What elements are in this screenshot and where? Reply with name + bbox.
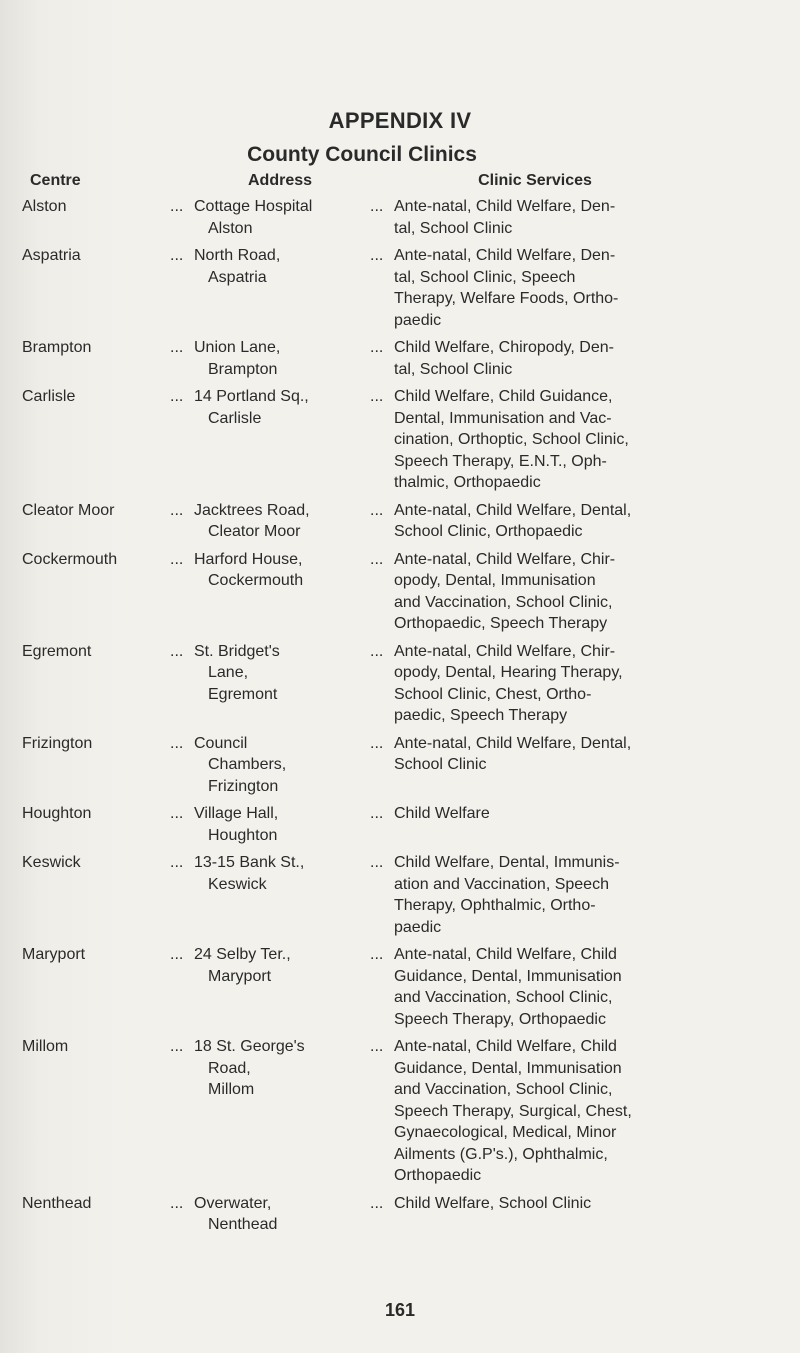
clinic-row — [0, 803, 800, 852]
dot-leader: ... — [170, 1194, 184, 1212]
clinic-services — [394, 245, 714, 331]
clinic-services — [394, 944, 714, 1030]
column-header-address: Address — [247, 172, 313, 189]
services-line: tal, School Clinic — [394, 360, 513, 378]
services-line: Ante-natal, Child Welfare, Dental, — [394, 501, 632, 519]
address-line: Harford House, — [194, 550, 303, 568]
address-line: Council — [194, 734, 248, 752]
clinic-services — [394, 1193, 714, 1215]
dot-leader: ... — [370, 198, 384, 215]
address-line: 14 Portland Sq., — [194, 388, 309, 405]
address-line: Jacktrees Road, — [194, 501, 310, 519]
appendix-heading: APPENDIX IV — [328, 108, 472, 133]
clinic-services — [394, 500, 714, 543]
dot-leader: ... — [170, 339, 184, 356]
address-line: Chambers, — [208, 756, 287, 773]
services-line: Orthopaedic — [394, 1167, 482, 1184]
services-line: and Vaccination, School Clinic, — [394, 593, 613, 611]
address-line: St. Bridget's — [194, 642, 280, 660]
centre-name: Houghton — [22, 805, 92, 822]
clinic-services — [394, 549, 714, 635]
dot-leader: ... — [170, 1038, 184, 1055]
dot-leader: ... — [370, 550, 384, 568]
services-line: Ante-natal, Child Welfare, Den- — [394, 247, 616, 264]
services-line: paedic — [394, 311, 442, 329]
clinic-row — [0, 641, 800, 733]
clinic-address — [194, 803, 364, 846]
services-line: Child Welfare — [394, 805, 490, 822]
clinic-table — [0, 196, 800, 1242]
address-line: Nenthead — [208, 1216, 278, 1233]
services-line: Gynaecological, Medical, Minor — [394, 1124, 617, 1141]
centre-name: Frizington — [22, 734, 93, 752]
dot-leader: ... — [370, 339, 384, 356]
services-line: Guidance, Dental, Immunisation — [394, 967, 622, 985]
centre-name: Cleator Moor — [22, 501, 115, 519]
clinic-row — [0, 549, 800, 641]
dot-leader: ... — [370, 642, 384, 660]
clinic-row — [0, 1193, 800, 1242]
clinic-row — [0, 733, 800, 804]
services-line: Orthopaedic, Speech Therapy — [394, 615, 608, 632]
services-line: Guidance, Dental, Immunisation — [394, 1059, 622, 1077]
clinic-address — [194, 196, 364, 239]
clinic-address — [194, 386, 364, 429]
clinic-address — [194, 549, 364, 592]
services-line: paedic, Speech Therapy — [394, 707, 568, 724]
services-line: Speech Therapy, Orthopaedic — [394, 1010, 606, 1028]
table-title: County Council Clinics — [247, 143, 477, 166]
address-line: Millom — [208, 1081, 255, 1098]
address-line: Road, — [208, 1059, 251, 1077]
services-line: Therapy, Welfare Foods, Ortho- — [394, 290, 619, 307]
address-line: Houghton — [208, 826, 278, 844]
services-line: opody, Dental, Immunisation — [394, 572, 596, 589]
services-line: Ante-natal, Child Welfare, Den- — [394, 198, 616, 215]
clinic-address — [194, 337, 364, 380]
clinic-services — [394, 641, 714, 727]
clinic-services — [394, 1036, 714, 1187]
address-line: Village Hall, — [194, 805, 279, 822]
clinic-row — [0, 852, 800, 944]
dot-leader: ... — [170, 946, 184, 963]
dot-leader: ... — [170, 854, 184, 871]
dot-leader: ... — [370, 1038, 384, 1055]
centre-name: Keswick — [22, 854, 81, 871]
clinic-services — [394, 733, 714, 776]
services-line: paedic — [394, 918, 442, 936]
dot-leader: ... — [370, 734, 384, 752]
dot-leader: ... — [370, 501, 384, 519]
services-line: tal, School Clinic, Speech — [394, 268, 576, 286]
clinic-address — [194, 1036, 364, 1101]
dot-leader: ... — [170, 198, 184, 215]
services-line: Child Welfare, School Clinic — [394, 1194, 592, 1212]
centre-name: Millom — [22, 1038, 69, 1055]
services-line: School Clinic — [394, 756, 487, 773]
dot-leader: ... — [370, 247, 384, 264]
address-line: North Road, — [194, 247, 281, 264]
clinic-row — [0, 1036, 800, 1193]
column-header-centre: Centre — [30, 172, 81, 189]
services-line: Child Welfare, Chiropody, Den- — [394, 339, 614, 356]
dot-leader: ... — [170, 388, 184, 405]
clinic-address — [194, 500, 364, 543]
clinic-row — [0, 337, 800, 386]
clinic-address — [194, 944, 364, 987]
dot-leader: ... — [170, 550, 184, 568]
clinic-services — [394, 386, 714, 494]
services-line: and Vaccination, School Clinic, — [394, 1081, 613, 1098]
clinic-row — [0, 245, 800, 337]
clinic-row — [0, 386, 800, 500]
centre-name: Nenthead — [22, 1194, 92, 1212]
clinic-row — [0, 944, 800, 1036]
address-line: 13-15 Bank St., — [194, 854, 305, 871]
address-line: Maryport — [208, 967, 272, 985]
clinic-services — [394, 196, 714, 239]
address-line: Keswick — [208, 875, 267, 893]
services-line: tal, School Clinic — [394, 219, 513, 237]
dot-leader: ... — [370, 854, 384, 871]
centre-name: Maryport — [22, 946, 86, 963]
dot-leader: ... — [370, 388, 384, 405]
address-line: Alston — [208, 219, 253, 237]
dot-leader: ... — [170, 501, 184, 519]
address-line: Cottage Hospital — [194, 198, 313, 215]
services-line: Ante-natal, Child Welfare, Child — [394, 946, 617, 963]
services-line: School Clinic, Chest, Ortho- — [394, 685, 592, 703]
services-line: opody, Dental, Hearing Therapy, — [394, 664, 623, 681]
services-line: Ailments (G.P's.), Ophthalmic, — [394, 1145, 608, 1163]
centre-name: Cockermouth — [22, 550, 118, 568]
page-number: 161 — [384, 1300, 416, 1320]
clinic-address — [194, 852, 364, 895]
clinic-address — [194, 245, 364, 288]
services-line: Speech Therapy, E.N.T., Oph- — [394, 452, 607, 470]
services-line: Child Welfare, Dental, Immunis- — [394, 854, 620, 871]
services-line: ation and Vaccination, Speech — [394, 875, 609, 893]
address-line: Lane, — [208, 664, 249, 681]
services-line: Ante-natal, Child Welfare, Child — [394, 1038, 617, 1055]
dot-leader: ... — [370, 805, 384, 822]
centre-name: Brampton — [22, 339, 92, 356]
dot-leader: ... — [370, 946, 384, 963]
clinic-row — [0, 196, 800, 245]
services-line: thalmic, Orthopaedic — [394, 474, 541, 491]
services-line: Ante-natal, Child Welfare, Chir- — [394, 550, 616, 568]
services-line: cination, Orthoptic, School Clinic, — [394, 431, 629, 448]
services-line: Dental, Immunisation and Vac- — [394, 409, 612, 427]
services-line: and Vaccination, School Clinic, — [394, 989, 613, 1006]
dot-leader: ... — [170, 805, 184, 822]
clinic-services — [394, 803, 714, 825]
dot-leader: ... — [170, 642, 184, 660]
address-line: 18 St. George's — [194, 1038, 305, 1055]
clinic-services — [394, 337, 714, 380]
services-line: Speech Therapy, Surgical, Chest, — [394, 1102, 632, 1120]
centre-name: Alston — [22, 198, 67, 215]
column-header-services: Clinic Services — [478, 172, 592, 189]
services-line: Child Welfare, Child Guidance, — [394, 388, 613, 405]
dot-leader: ... — [370, 1194, 384, 1212]
services-line: Ante-natal, Child Welfare, Chir- — [394, 642, 616, 660]
centre-name: Egremont — [22, 642, 92, 660]
address-line: Brampton — [208, 360, 278, 378]
address-line: Frizington — [208, 777, 279, 795]
clinic-address — [194, 1193, 364, 1236]
dot-leader: ... — [170, 247, 184, 264]
address-line: 24 Selby Ter., — [194, 946, 291, 963]
centre-name: Carlisle — [22, 388, 76, 405]
dot-leader: ... — [170, 734, 184, 752]
address-line: Cleator Moor — [208, 523, 301, 540]
clinic-services — [394, 852, 714, 938]
address-line: Overwater, — [194, 1194, 272, 1212]
services-line: School Clinic, Orthopaedic — [394, 523, 583, 540]
address-line: Aspatria — [208, 268, 267, 286]
services-line: Therapy, Ophthalmic, Ortho- — [394, 897, 596, 914]
address-line: Union Lane, — [194, 339, 281, 356]
clinic-address — [194, 733, 364, 798]
centre-name: Aspatria — [22, 247, 81, 264]
address-line: Cockermouth — [208, 572, 304, 589]
clinic-row — [0, 500, 800, 549]
services-line: Ante-natal, Child Welfare, Dental, — [394, 734, 632, 752]
address-line: Egremont — [208, 685, 278, 703]
clinic-address — [194, 641, 364, 706]
address-line: Carlisle — [208, 409, 262, 427]
